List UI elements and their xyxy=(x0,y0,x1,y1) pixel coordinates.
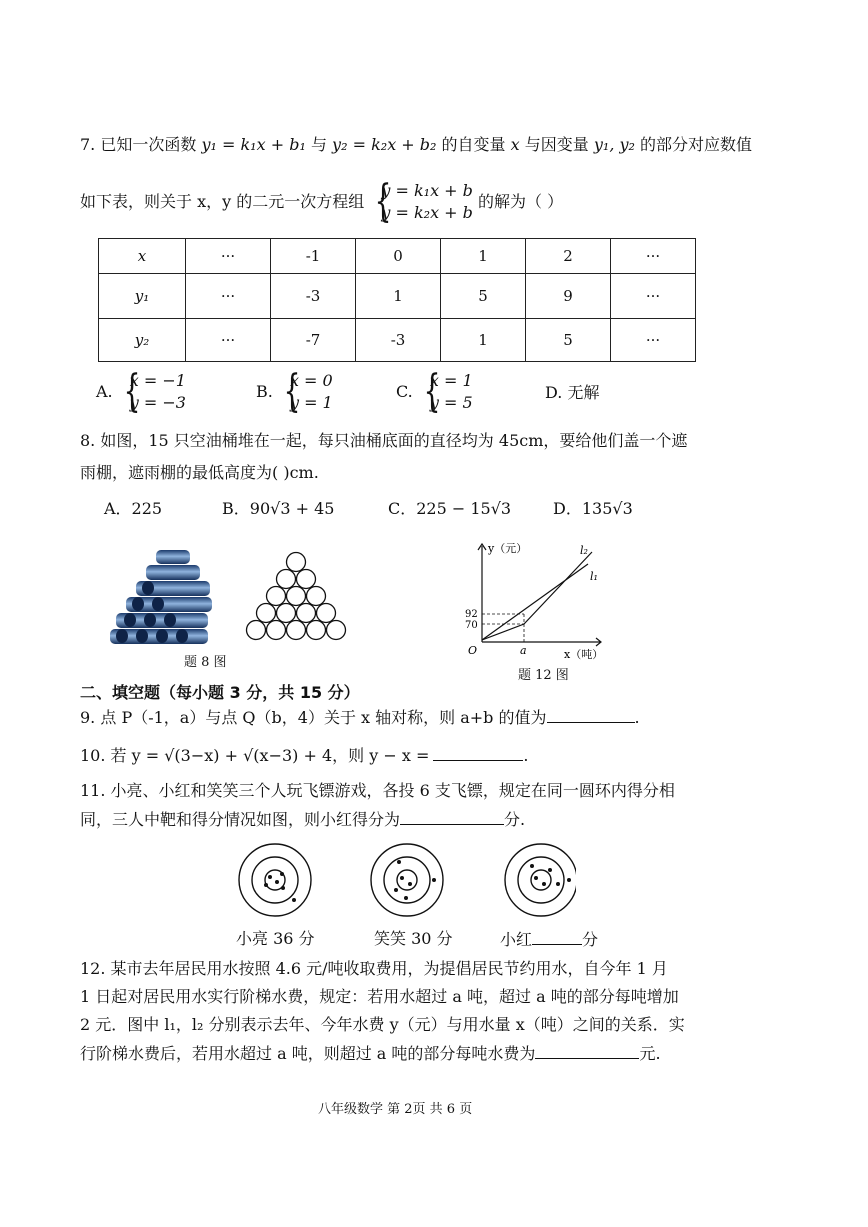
q7-line1-c: 与因变量 xyxy=(519,135,594,154)
q11-text: 同，三人中靶和得分情况如图，则小红得分为 xyxy=(80,810,401,829)
answer-blank[interactable] xyxy=(547,706,635,723)
option-eq: x = 0 xyxy=(289,371,333,390)
table-row xyxy=(99,319,696,362)
answer-blank[interactable] xyxy=(532,928,582,945)
q7-line2-b: 的解为（ ） xyxy=(478,192,564,211)
table-cell: 0 xyxy=(356,239,441,274)
answer-blank[interactable] xyxy=(535,1042,639,1059)
q8-option-d: D．135√3 xyxy=(553,499,633,518)
table-cell: ··· xyxy=(611,319,696,362)
option-eq: y = −3 xyxy=(129,393,186,412)
page-footer: 八年级数学 第 2页 共 6 页 xyxy=(318,1102,473,1117)
q7-line1-d: 的部分对应数值 xyxy=(634,135,753,154)
q11-line1: 11. 小亮、小红和笑笑三个人玩飞镖游戏，各投 6 支飞镖，规定在同一圆环内得分相 xyxy=(80,781,675,800)
q12-line3: 2 元．图中 l₁，l₂ 分别表示去年、今年水费 y（元）与用水量 x（吨）之间的关系．实 xyxy=(80,1015,685,1034)
table-cell: 5 xyxy=(526,319,611,362)
line-l2 xyxy=(482,552,592,640)
q11-line2 xyxy=(80,808,525,831)
q7-equation-system xyxy=(369,176,473,227)
q9-text: 9. 点 P（-1，a）与点 Q（b，4）关于 x 轴对称，则 a+b 的值为 xyxy=(80,708,547,727)
q7-option-c xyxy=(396,366,473,417)
q7-eq2: y = k₂x + b xyxy=(381,203,473,222)
table-cell: 1 xyxy=(441,239,526,274)
q7-eq1: y = k₁x + b xyxy=(381,181,473,200)
option-label: B. xyxy=(256,382,273,401)
q7-var-x: x xyxy=(510,135,520,154)
q11-end: 分. xyxy=(504,810,526,829)
table-cell: 1 xyxy=(356,274,441,319)
target-label-xiaohong xyxy=(500,928,598,951)
table-cell: y₂ xyxy=(99,319,186,362)
target-label-xiaoliang: 小亮 36 分 xyxy=(236,929,315,948)
q12-figure xyxy=(462,536,610,664)
q7-line1-a: 7. 已知一次函数 xyxy=(80,135,202,154)
tick-a: a xyxy=(520,644,527,657)
answer-blank[interactable] xyxy=(400,808,504,825)
table-cell: 1 xyxy=(441,319,526,362)
q10 xyxy=(80,744,528,767)
brace-icon: { xyxy=(423,366,441,417)
line-l1 xyxy=(482,564,588,640)
q7-mid: 与 xyxy=(305,135,333,154)
barrel-stack-photo xyxy=(110,550,212,644)
table-cell: ··· xyxy=(611,274,696,319)
q7-option-a xyxy=(96,366,186,417)
q7-formula-2: y₂ = k₂x + b₂ xyxy=(332,135,437,154)
brace-icon: { xyxy=(123,366,141,417)
option-system xyxy=(278,366,333,417)
tick-92: 92 xyxy=(465,609,478,620)
q7-option-d xyxy=(545,382,599,404)
option-eq: y = 1 xyxy=(289,393,333,412)
circle-stack-diagram xyxy=(247,553,346,640)
q7-option-b xyxy=(256,366,333,417)
q8-option-c: C．225 − 15√3 xyxy=(388,499,512,518)
origin-label: O xyxy=(468,644,478,657)
l2-label: l₂ xyxy=(580,544,588,557)
table-cell: -3 xyxy=(356,319,441,362)
q12-line2: 1 日起对居民用水实行阶梯水费，规定：若用水超过 a 吨，超过 a 吨的部分每吨增加 xyxy=(80,987,679,1006)
brace-icon: { xyxy=(374,176,392,227)
q10-text: 10. 若 y = √(3−x) + √(x−3) + 4，则 y − x = xyxy=(80,746,430,765)
option-system xyxy=(118,366,186,417)
option-text: 无解 xyxy=(567,383,600,402)
y-axis-label: y（元） xyxy=(488,542,528,555)
option-eq: y = 5 xyxy=(429,393,473,412)
q10-end: . xyxy=(523,746,529,765)
tick-70: 70 xyxy=(465,620,478,631)
q7-line1-b: 的自变量 xyxy=(436,135,511,154)
q7-vars-y: y₁, y₂ xyxy=(593,135,635,154)
q12-line4 xyxy=(80,1042,661,1065)
q7-formula-1: y₁ = k₁x + b₁ xyxy=(201,135,306,154)
table-cell: ··· xyxy=(186,239,271,274)
option-label: D. xyxy=(545,383,563,402)
q7-value-table xyxy=(98,238,696,362)
option-eq: x = 1 xyxy=(429,371,473,390)
option-label: A. xyxy=(96,382,113,401)
q12-end: 元. xyxy=(639,1044,661,1063)
table-cell: 2 xyxy=(526,239,611,274)
table-cell: y₁ xyxy=(99,274,186,319)
xiaohong-unit: 分 xyxy=(582,930,599,949)
l1-label: l₁ xyxy=(590,570,598,583)
q7-line2 xyxy=(80,176,564,227)
q8-line2: 雨棚，遮雨棚的最低高度为( )cm. xyxy=(80,463,319,482)
table-cell: -1 xyxy=(271,239,356,274)
table-cell: 9 xyxy=(526,274,611,319)
table-row xyxy=(99,274,696,319)
option-label: C. xyxy=(396,382,413,401)
section-title: 二、填空题（每小题 3 分，共 15 分） xyxy=(80,683,360,702)
answer-blank[interactable] xyxy=(433,744,523,761)
table-row xyxy=(99,239,696,274)
x-axis-label: x（吨） xyxy=(564,648,604,661)
q9 xyxy=(80,706,640,729)
table-cell: ··· xyxy=(186,319,271,362)
q12-text: 行阶梯水费后，若用水超过 a 吨，则超过 a 吨的部分每吨水费为 xyxy=(80,1044,536,1063)
q8-option-a: A．225 xyxy=(104,499,163,518)
target-label-xiaoxiao: 笑笑 30 分 xyxy=(374,929,453,948)
table-cell: ··· xyxy=(611,239,696,274)
brace-icon: { xyxy=(283,366,301,417)
q12-line1: 12. 某市去年居民用水按照 4.6 元/吨收取费用，为提倡居民节约用水，自今年 1 月 xyxy=(80,959,668,978)
q9-end: . xyxy=(634,708,640,727)
table-cell: ··· xyxy=(186,274,271,319)
q8-figure xyxy=(108,548,348,648)
target-xiaoliang xyxy=(239,844,311,916)
table-cell: -7 xyxy=(271,319,356,362)
q7-line1 xyxy=(80,134,752,156)
q12-caption: 题 12 图 xyxy=(518,668,569,683)
table-cell: -3 xyxy=(271,274,356,319)
q8-option-b: B．90√3 + 45 xyxy=(222,499,335,518)
q7-line2-a: 如下表，则关于 x，y 的二元一次方程组 xyxy=(80,192,365,211)
q8-line1: 8. 如图，15 只空油桶堆在一起，每只油桶底面的直径均为 45cm，要给他们盖一个遮 xyxy=(80,431,688,450)
option-eq: x = −1 xyxy=(129,371,186,390)
dart-targets xyxy=(236,840,576,922)
target-xiaohong xyxy=(505,844,576,916)
table-cell: 5 xyxy=(441,274,526,319)
option-system xyxy=(418,366,473,417)
xiaohong-name: 小红 xyxy=(500,930,533,949)
table-cell: x xyxy=(99,239,186,274)
q8-caption: 题 8 图 xyxy=(184,655,227,670)
